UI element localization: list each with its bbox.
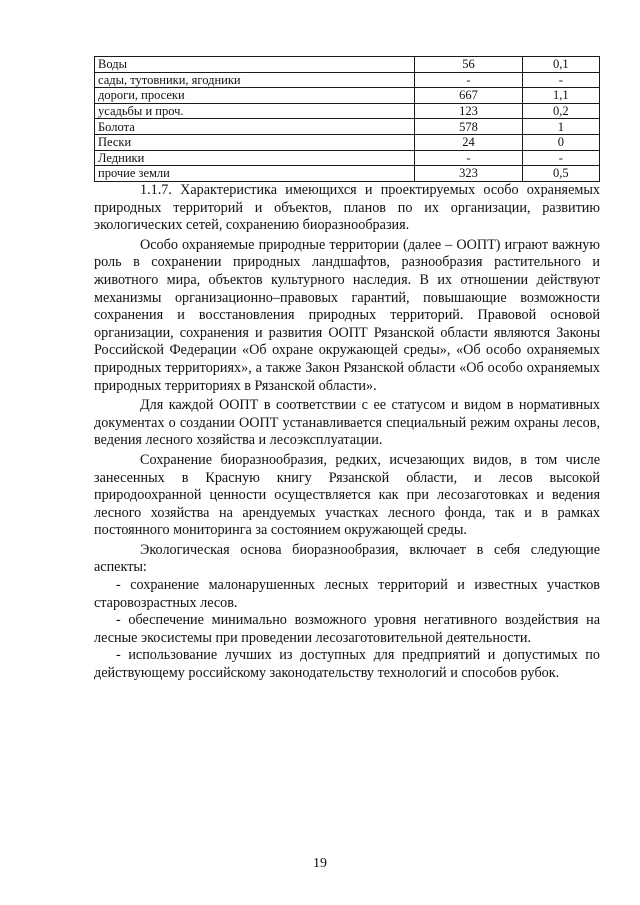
row-area-cell: 24 bbox=[415, 134, 522, 150]
row-percent-cell: - bbox=[522, 72, 599, 88]
row-percent-cell: 1,1 bbox=[522, 88, 599, 104]
row-name-cell: прочие земли bbox=[95, 166, 415, 182]
row-area-cell: - bbox=[415, 150, 522, 166]
row-name-cell: сады, тутовники, ягодники bbox=[95, 72, 415, 88]
paragraph: Сохранение биоразнообразия, редких, исчезающих видов, в том числе занесенных в Красную книгу Рязанской области, и лесов высокой природоохранной ценности осуществляется как при лесозаготовках и ведения лесного хозяйства на арендуемых участках лесного фонда, так и в рамках постоянного мониторинга за состоянием окружающей среды. bbox=[94, 451, 600, 539]
row-name-cell: усадьбы и проч. bbox=[95, 103, 415, 119]
list-item: - использование лучших из доступных для предприятий и допустимых по действующему российскому законодательству технологий и способов рубок. bbox=[94, 647, 600, 682]
table-row bbox=[95, 119, 600, 135]
row-percent-cell: 0,5 bbox=[522, 166, 599, 182]
row-area-cell: 323 bbox=[415, 166, 522, 182]
list-item: - сохранение малонарушенных лесных территорий и известных участков старовозрастных лесов. bbox=[94, 577, 600, 611]
table-row bbox=[95, 166, 600, 182]
row-percent-cell: 1 bbox=[522, 119, 599, 135]
table-row bbox=[95, 72, 600, 88]
row-area-cell: 56 bbox=[415, 57, 522, 73]
row-area-cell: 123 bbox=[415, 103, 522, 119]
row-area-cell: - bbox=[415, 72, 522, 88]
table-row bbox=[95, 150, 600, 166]
section-heading: 1.1.7. Характеристика имеющихся и проектируемых особо охраняемых природных территорий и объектов, планов по их организации, развитию экологических сетей, сохранению биоразнообразия. bbox=[94, 182, 600, 234]
row-percent-cell: - bbox=[522, 150, 599, 166]
row-percent-cell: 0 bbox=[522, 134, 599, 150]
table-row bbox=[95, 134, 600, 150]
land-use-table bbox=[94, 56, 600, 182]
row-name-cell: дороги, просеки bbox=[95, 88, 415, 104]
paragraph: Особо охраняемые природные территории (далее – ООПТ) играют важную роль в сохранении природных ландшафтов, разнообразия растительного и животного мира, объектов культурного наследия. В их отношении действуют механизмы организационно–правовых гарантий, повышающие возможности сохранения и восстановления природных территорий. Правовой основой организации, сохранения и развития ООПТ Рязанской области являются Законы Российской Федерации «Об охране окружающей среды», «Об особо охраняемых природных территориях», а также Закон Рязанской области «Об особо охраняемых природных территориях в Рязанской области». bbox=[94, 236, 600, 394]
body-text bbox=[94, 182, 600, 683]
row-area-cell: 667 bbox=[415, 88, 522, 104]
row-name-cell: Болота bbox=[95, 119, 415, 135]
row-name-cell: Пески bbox=[95, 134, 415, 150]
row-percent-cell: 0,2 bbox=[522, 103, 599, 119]
row-name-cell: Воды bbox=[95, 57, 415, 73]
paragraph: Экологическая основа биоразнообразия, включает в себя следующие аспекты: bbox=[94, 541, 600, 576]
paragraph: Для каждой ООПТ в соответствии с ее статусом и видом в нормативных документах о создании ООПТ устанавливается специальный режим охраны лесов, ведения лесного хозяйства и лесоэксплуатации. bbox=[94, 397, 600, 449]
row-percent-cell: 0,1 bbox=[522, 57, 599, 73]
table-row bbox=[95, 57, 600, 73]
list-item: - обеспечение минимально возможного уровня негативного воздействия на лесные экосистемы при проведении лесозаготовительной деятельности. bbox=[94, 612, 600, 646]
table-row bbox=[95, 88, 600, 104]
row-area-cell: 578 bbox=[415, 119, 522, 135]
row-name-cell: Ледники bbox=[95, 150, 415, 166]
table-row bbox=[95, 103, 600, 119]
page-number: 19 bbox=[313, 856, 327, 871]
